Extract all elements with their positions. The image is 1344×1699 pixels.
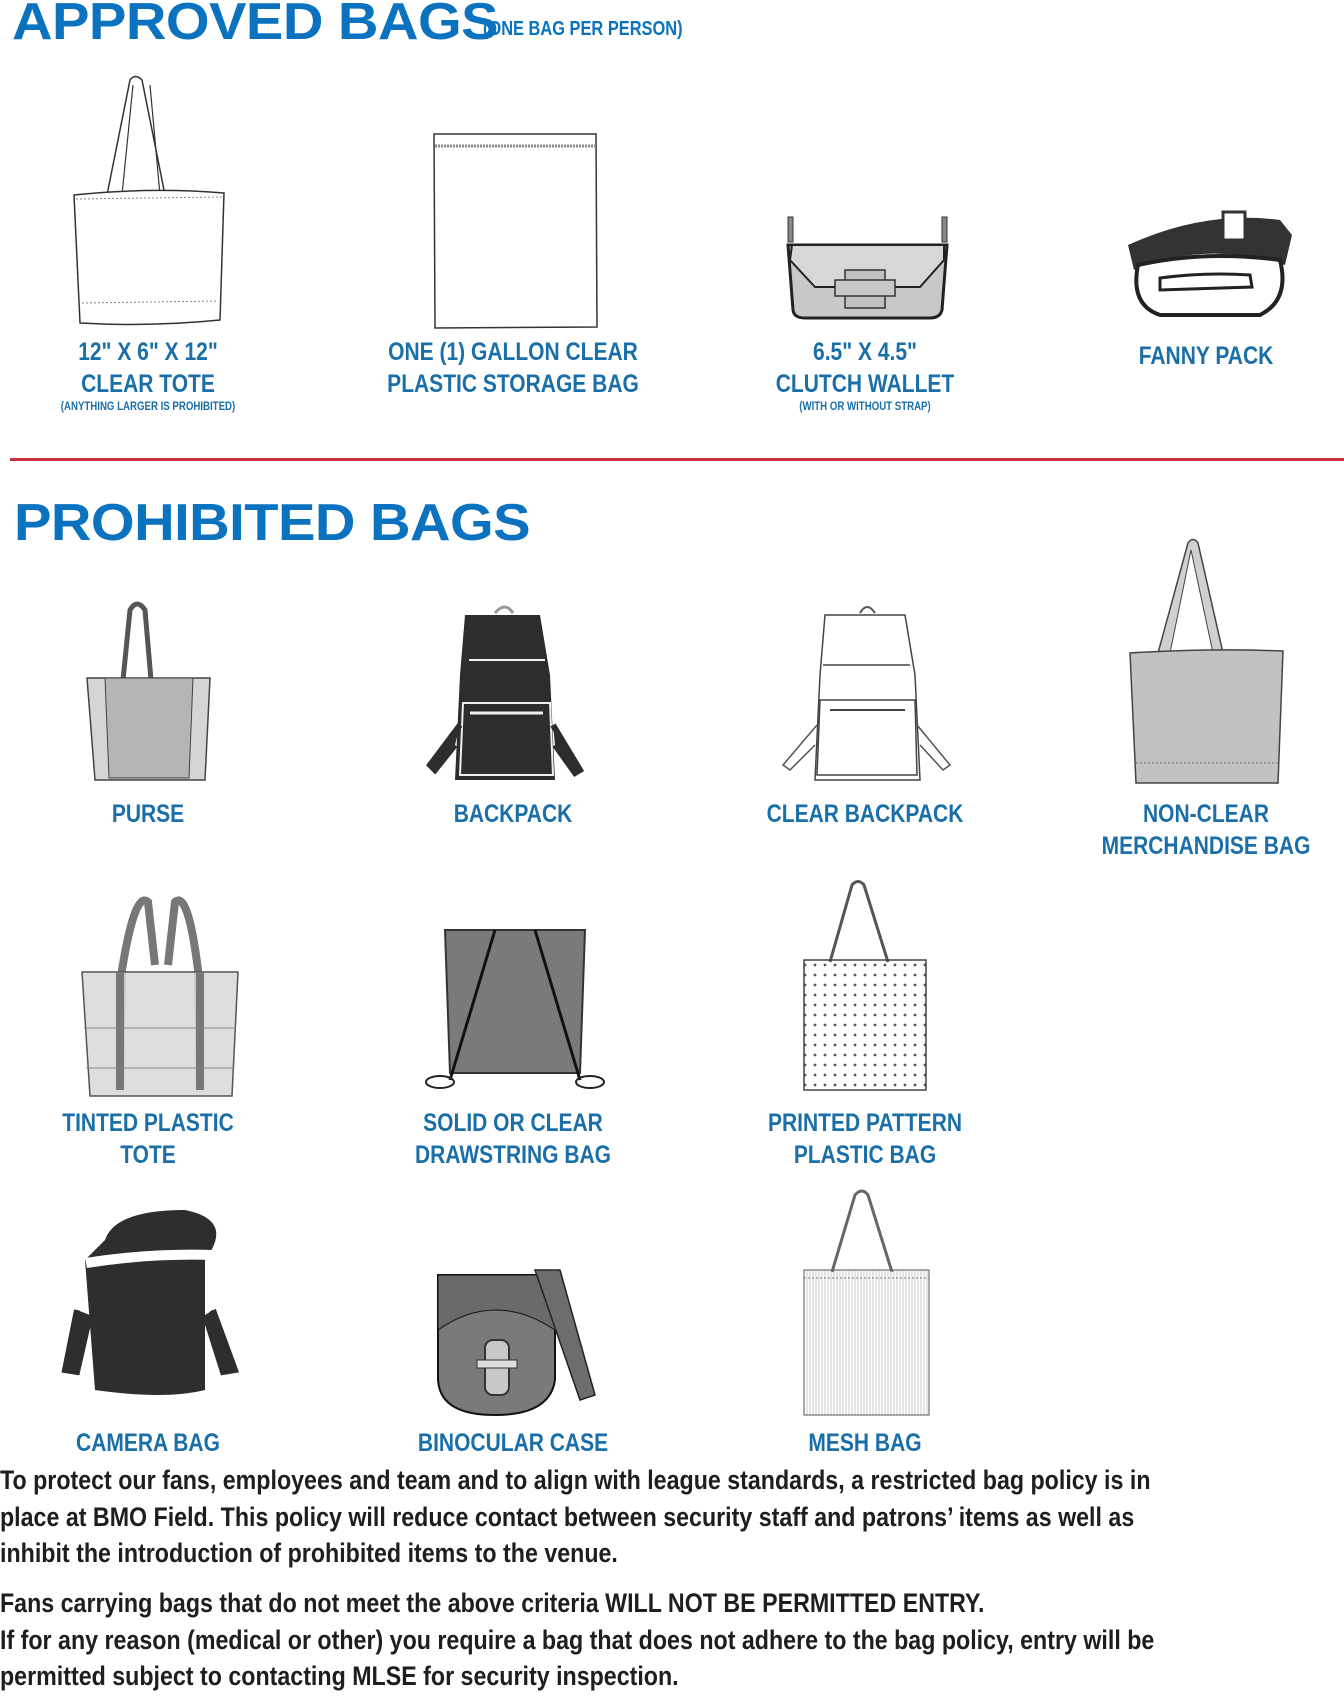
policy-line: inhibit the introduction of prohibited items to the venue. — [0, 1538, 618, 1568]
item-label-line2: MERCHANDISE BAG — [1101, 832, 1311, 860]
section-divider — [10, 458, 1344, 461]
prohibited-item-printed-bag — [685, 1107, 1045, 1171]
prohibited-item-drawstring-bag — [333, 1107, 693, 1171]
prohibited-item-mesh-bag — [685, 1427, 1045, 1459]
item-label-line1: BACKPACK — [453, 800, 573, 828]
item-label-line2: TOTE — [120, 1141, 176, 1169]
item-label-line1: TINTED PLASTIC — [62, 1109, 234, 1137]
policy-line: permitted subject to contacting MLSE for security inspection. — [0, 1661, 679, 1691]
approved-bags-heading: APPROVED BAGS — [12, 0, 499, 51]
tinted-tote-icon — [80, 900, 240, 1100]
item-label-line1: PURSE — [111, 800, 185, 828]
prohibited-item-clear-backpack — [685, 798, 1045, 830]
policy-line-entry-warning: Fans carrying bags that do not meet the above criteria WILL NOT BE PERMITTED ENTRY. — [0, 1588, 985, 1618]
prohibited-item-backpack — [333, 798, 693, 830]
item-label-line2: CLUTCH WALLET — [775, 370, 955, 398]
policy-paragraph-1 — [0, 1462, 1338, 1572]
approved-item-fanny-pack — [1026, 340, 1344, 372]
item-label-line1: MESH BAG — [808, 1429, 922, 1457]
policy-line: To protect our fans, employees and team and to align with league standards, a restricted bag policy is in — [0, 1465, 1151, 1495]
prohibited-item-tinted-tote — [0, 1107, 328, 1171]
clear-tote-icon — [70, 75, 230, 335]
prohibited-item-binocular-case — [333, 1427, 693, 1459]
item-label-line2: DRAWSTRING BAG — [414, 1141, 611, 1169]
gallon-bag-icon — [432, 132, 600, 332]
policy-paragraph-2 — [0, 1585, 1342, 1695]
item-note: (ANYTHING LARGER IS PROHIBITED) — [60, 401, 236, 413]
fanny-pack-icon — [1120, 210, 1295, 320]
item-label-line1: 6.5" X 4.5" — [813, 338, 917, 366]
approved-item-gallon-bag — [333, 336, 693, 400]
clutch-wallet-icon — [780, 215, 955, 320]
prohibited-item-camera-bag — [0, 1427, 328, 1459]
printed-bag-icon — [800, 880, 930, 1095]
prohibited-bags-heading: PROHIBITED BAGS — [14, 494, 531, 552]
item-label-line1: SOLID OR CLEAR — [423, 1109, 603, 1137]
item-label-line2: PLASTIC STORAGE BAG — [387, 370, 639, 398]
backpack-icon — [425, 605, 605, 785]
item-label-line1: BINOCULAR CASE — [417, 1429, 609, 1457]
drawstring-bag-icon — [425, 925, 605, 1095]
camera-bag-icon — [55, 1200, 245, 1400]
binocular-case-icon — [435, 1270, 605, 1418]
approved-bags-subtitle: (ONE BAG PER PERSON) — [483, 18, 683, 40]
clear-backpack-icon — [775, 605, 960, 785]
policy-line: If for any reason (medical or other) you require a bag that does not adhere to the bag policy, entry will be — [0, 1624, 1155, 1655]
prohibited-item-merchandise-bag — [1026, 798, 1344, 862]
item-label-line1: ONE (1) GALLON CLEAR — [388, 338, 638, 366]
item-label-line1: NON-CLEAR — [1143, 800, 1269, 828]
merchandise-bag-icon — [1128, 538, 1288, 790]
item-label-line1: CLEAR BACKPACK — [766, 800, 964, 828]
item-label-line1: PRINTED PATTERN — [767, 1109, 963, 1137]
purse-icon — [85, 600, 215, 785]
item-label-line2: PLASTIC BAG — [793, 1141, 937, 1169]
item-label-line1: CAMERA BAG — [76, 1429, 220, 1457]
approved-item-clutch-wallet — [685, 336, 1045, 414]
item-label-line1: 12" X 6" X 12" — [78, 338, 218, 366]
approved-item-clear-tote — [0, 336, 328, 414]
item-label-line2: CLEAR TOTE — [81, 370, 215, 398]
policy-line: place at BMO Field. This policy will reduce contact between security staff and patrons’ items as well as — [0, 1501, 1135, 1532]
mesh-bag-icon — [800, 1190, 930, 1420]
item-label-line1: FANNY PACK — [1138, 342, 1274, 370]
prohibited-item-purse — [0, 798, 328, 830]
item-note: (WITH OR WITHOUT STRAP) — [799, 401, 931, 413]
